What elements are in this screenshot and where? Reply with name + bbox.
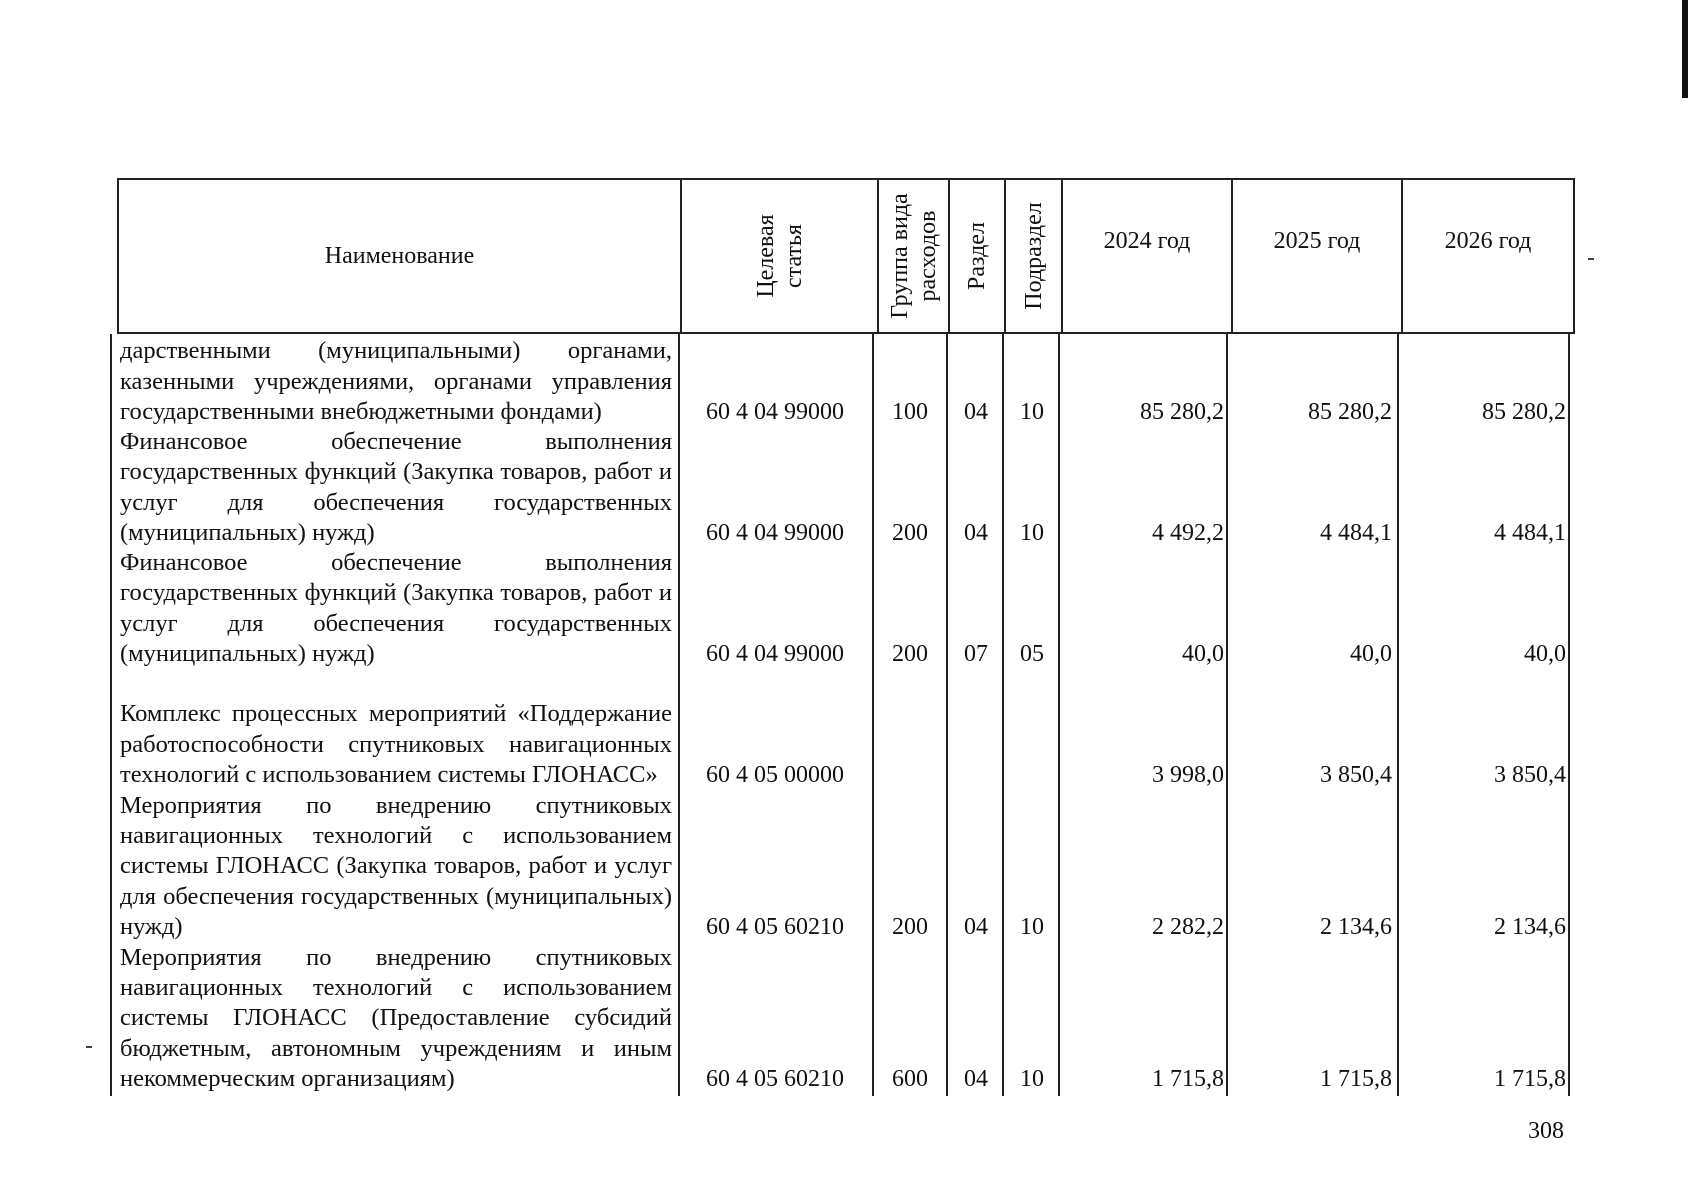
header-section: Раздел — [964, 222, 990, 290]
scan-edge-mark — [1682, 0, 1688, 98]
row-name: Комплекс процессных мероприятий «Поддержание работоспособности спутниковых навигационных технологий с использованием системы ГЛОНАСС» — [120, 700, 672, 788]
row-value-2026: 3 850,4 — [1494, 762, 1566, 788]
header-target-article: Целевая статья — [752, 214, 807, 298]
table-header — [117, 178, 1575, 334]
row-expense-group: 600 — [892, 1066, 928, 1092]
table-row — [0, 790, 1688, 942]
row-value-2025: 1 715,8 — [1320, 1066, 1392, 1092]
header-2026: 2026 год — [1444, 227, 1532, 254]
row-name: Мероприятия по внедрению спутниковых навигационных технологий с использованием системы ГЛОНАСС (Закупка товаров, работ и услуг для обеспечения государственных (муниципальных) нужд) — [120, 791, 672, 940]
row-section: 04 — [964, 520, 988, 546]
row-value-2026: 4 484,1 — [1494, 520, 1566, 546]
row-value-2024: 40,0 — [1182, 641, 1224, 667]
row-target-article: 60 4 05 60210 — [706, 914, 844, 940]
header-subsection-cell — [1006, 180, 1063, 332]
header-expense-group-cell — [879, 180, 950, 332]
row-subsection: 10 — [1020, 914, 1044, 940]
row-value-2026: 40,0 — [1524, 641, 1566, 667]
row-value-2026: 2 134,6 — [1494, 914, 1566, 940]
row-expense-group: 200 — [892, 641, 928, 667]
row-section: 04 — [964, 914, 988, 940]
row-value-2026: 1 715,8 — [1494, 1066, 1566, 1092]
row-section: 07 — [964, 641, 988, 667]
row-name: Финансовое обеспечение выполнения государственных функций (Закупка товаров, работ и услуг для обеспечения государственных (муниципальных) нужд) — [120, 428, 672, 546]
row-target-article: 60 4 04 99000 — [706, 641, 844, 667]
header-name-cell — [119, 180, 682, 332]
row-expense-group: 100 — [892, 399, 928, 425]
row-subsection: 10 — [1020, 1066, 1044, 1092]
row-target-article: 60 4 05 00000 — [706, 762, 844, 788]
header-section-cell — [950, 180, 1006, 332]
header-2024: 2024 год — [1103, 227, 1191, 254]
row-value-2025: 40,0 — [1350, 641, 1392, 667]
row-value-2025: 3 850,4 — [1320, 762, 1392, 788]
header-name: Наименование — [324, 243, 475, 269]
row-value-2026: 85 280,2 — [1482, 399, 1566, 425]
row-name: Финансовое обеспечение выполнения государственных функций (Закупка товаров, работ и услуг для обеспечения государственных (муниципальных) нужд) — [120, 549, 672, 667]
row-value-2024: 4 492,2 — [1152, 520, 1224, 546]
scan-dot — [1588, 258, 1594, 260]
table-row — [0, 336, 1688, 427]
header-target-article-cell — [682, 180, 879, 332]
header-2026-cell — [1403, 180, 1573, 332]
row-subsection: 05 — [1020, 641, 1044, 667]
row-value-2025: 2 134,6 — [1320, 914, 1392, 940]
row-value-2024: 85 280,2 — [1140, 399, 1224, 425]
row-target-article: 60 4 04 99000 — [706, 399, 844, 425]
row-section: 04 — [964, 1066, 988, 1092]
table-row — [0, 669, 1688, 790]
row-value-2024: 3 998,0 — [1152, 762, 1224, 788]
row-name: дарственными (муниципальными) органами, казенными учреждениями, органами управления государственными внебюджетными фондами) — [120, 337, 672, 425]
row-name: Мероприятия по внедрению спутниковых навигационных технологий с использованием системы ГЛОНАСС (Предоставление субсидий бюджетным, автономным учреждениям и иным некоммерческим организациям) — [120, 943, 672, 1092]
row-value-2024: 1 715,8 — [1152, 1066, 1224, 1092]
row-target-article: 60 4 04 99000 — [706, 520, 844, 546]
row-subsection: 10 — [1020, 399, 1044, 425]
row-section: 04 — [964, 399, 988, 425]
row-expense-group: 200 — [892, 520, 928, 546]
header-2025-cell — [1233, 180, 1403, 332]
header-2024-cell — [1063, 180, 1233, 332]
header-2025: 2025 год — [1273, 227, 1361, 254]
header-subsection: Подраздел — [1020, 202, 1047, 310]
table-row — [0, 548, 1688, 669]
table-row — [0, 942, 1688, 1094]
row-value-2024: 2 282,2 — [1152, 914, 1224, 940]
row-subsection: 10 — [1020, 520, 1044, 546]
table-row — [0, 427, 1688, 548]
row-target-article: 60 4 05 60210 — [706, 1066, 844, 1092]
row-expense-group: 200 — [892, 914, 928, 940]
row-value-2025: 85 280,2 — [1308, 399, 1392, 425]
header-expense-group: Группа вида расходов — [886, 193, 941, 319]
page-number: 308 — [1528, 1118, 1564, 1144]
row-value-2025: 4 484,1 — [1320, 520, 1392, 546]
